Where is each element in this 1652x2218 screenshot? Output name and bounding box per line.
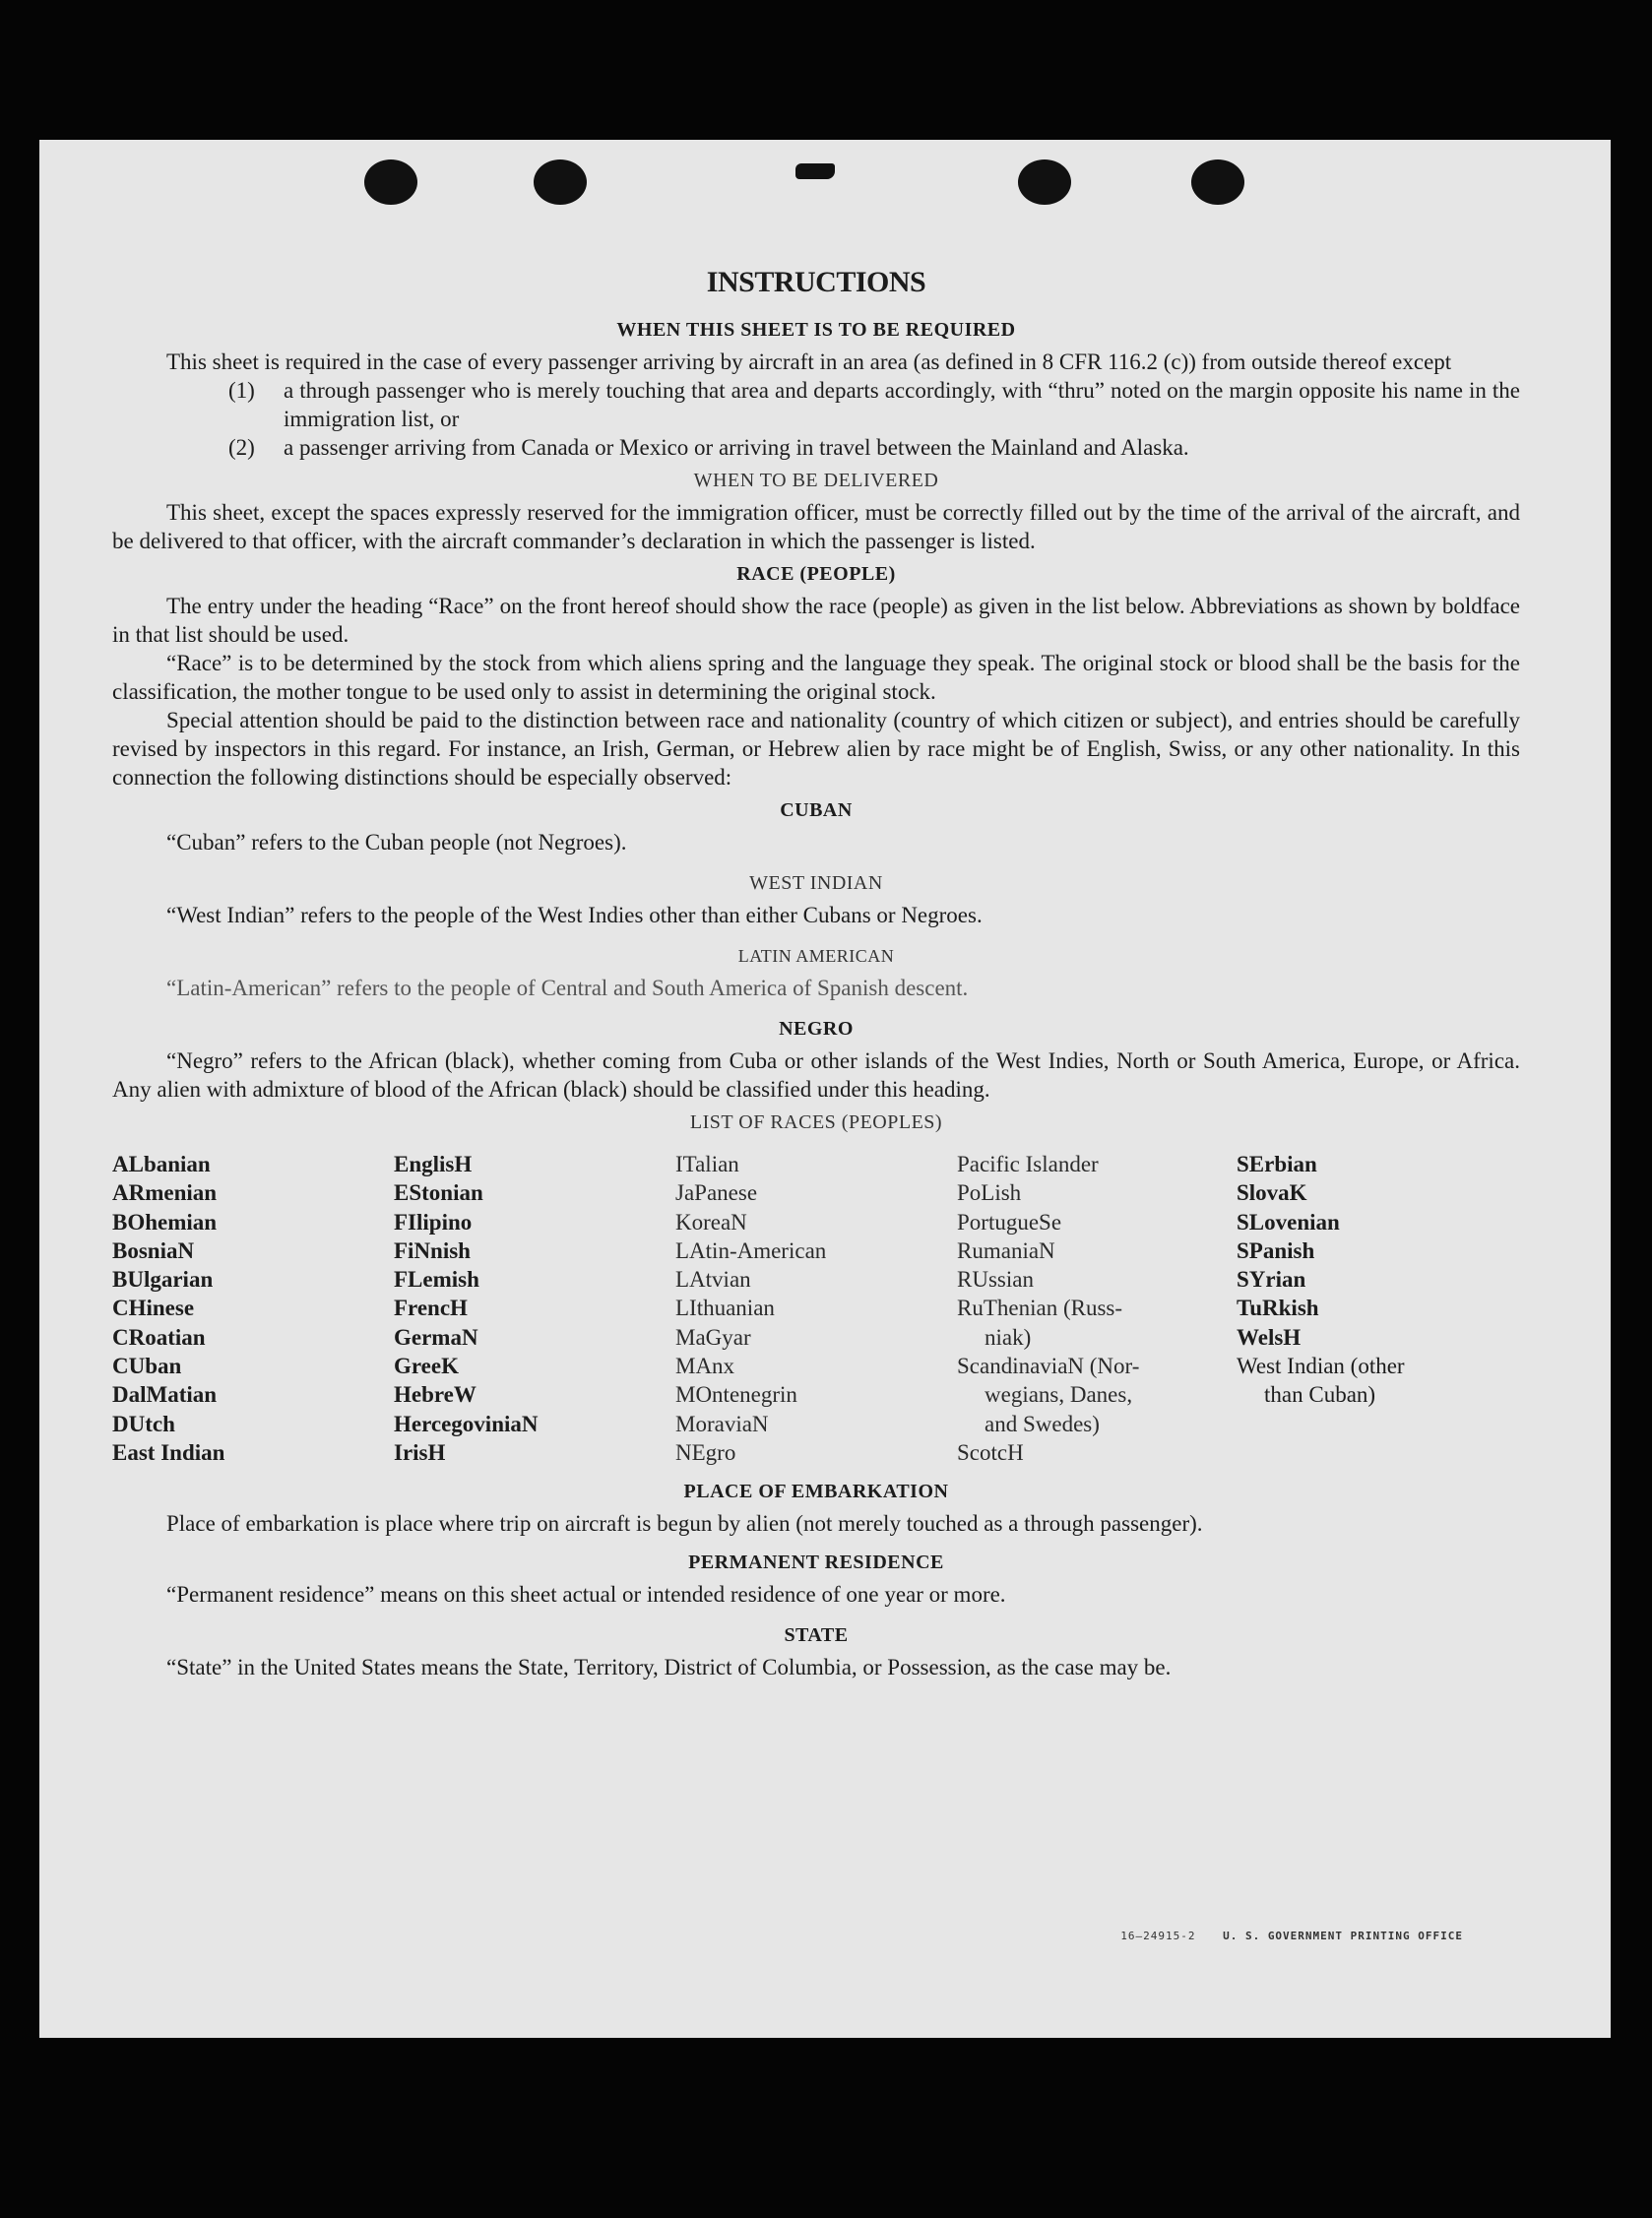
printer-imprint — [1120, 1930, 1463, 1942]
race-entry: SPanish — [1237, 1237, 1315, 1263]
race-entry: FiNnish — [394, 1237, 471, 1263]
intro-paragraph: This sheet is required in the case of every passenger arriving by aircraft in an area (as defined in 8 CFR 116.2 (c)) from outside thereof except — [166, 349, 1452, 374]
heading-permanent-residence: PERMANENT RESIDENCE — [688, 1552, 944, 1574]
printer-name: U. S. GOVERNMENT PRINTING OFFICE — [1223, 1930, 1463, 1942]
race-entry-continued: and Swedes) — [985, 1411, 1100, 1436]
heading-when-delivered: WHEN TO BE DELIVERED — [693, 470, 939, 491]
race-entry-continued: wegians, Danes, — [985, 1382, 1133, 1408]
heading-state: STATE — [784, 1624, 849, 1647]
heading-cuban: CUBAN — [780, 799, 853, 821]
heading-list-of-races: LIST OF RACES (PEOPLES) — [689, 1111, 943, 1133]
exception-clause-2 — [112, 433, 1520, 462]
race-entry: RumaniaN — [957, 1237, 1055, 1263]
race-entry: HercegoviniaN — [394, 1411, 539, 1436]
race-entry: DalMatian — [112, 1382, 218, 1408]
race-entry: WelsH — [1237, 1324, 1302, 1350]
heading-negro: NEGRO — [779, 1018, 854, 1040]
race-entry: PortugueSe — [957, 1209, 1062, 1235]
race-entry: CHinese — [112, 1296, 195, 1321]
race-entry: SErbian — [1237, 1152, 1317, 1176]
race-entry: ARmenian — [112, 1180, 218, 1206]
race-entry: CUban — [112, 1354, 182, 1379]
embarkation-definition: Place of embarkation is place where trip on aircraft is begun by alien (not merely touched as a through passenger). — [166, 1511, 1203, 1537]
residence-definition: “Permanent residence” means on this sheet actual or intended residence of one year or more. — [166, 1582, 1006, 1608]
document-sheet — [39, 140, 1611, 2038]
state-definition: “State” in the United States means the State, Territory, District of Columbia, or Possession, as the case may be. — [166, 1655, 1172, 1680]
race-entry: RUssian — [957, 1267, 1034, 1293]
punch-hole — [534, 159, 587, 205]
exception-clause-1 — [112, 376, 1520, 433]
race-paragraph-1: The entry under the heading “Race” on the front hereof should show the race (people) as given in the list below. Abbreviations as shown by boldface in that list should be used. — [112, 594, 1520, 647]
race-paragraph-2: “Race” is to be determined by the stock from which aliens spring and the language they speak. The original stock or blood shall be the basis for the classification, the mother tongue to be used only to assist in determining the original stock. — [112, 651, 1520, 704]
races-column-1 — [112, 1150, 394, 1467]
race-entry: ALbanian — [112, 1152, 211, 1176]
race-entry: KoreaN — [675, 1209, 747, 1235]
race-entry: FLemish — [394, 1267, 479, 1293]
instructions-content — [112, 266, 1520, 1681]
race-entry: GermaN — [394, 1324, 478, 1350]
race-entry: LAtin-American — [675, 1237, 827, 1263]
race-entry: PoLish — [957, 1180, 1022, 1206]
heading-embarkation: PLACE OF EMBARKATION — [683, 1481, 949, 1503]
race-entry: East Indian — [112, 1439, 225, 1465]
race-entry: SLovenian — [1237, 1209, 1340, 1235]
races-column-5 — [1237, 1150, 1518, 1467]
heading-race: RACE (PEOPLE) — [736, 563, 896, 585]
race-entry: MAnx — [675, 1354, 735, 1379]
race-entry: MOntenegrin — [675, 1382, 797, 1408]
heading-west-indian: WEST INDIAN — [749, 872, 883, 894]
race-entry: ITalian — [675, 1152, 739, 1176]
negro-definition: “Negro” refers to the African (black), whether coming from Cuba or other islands of the West Indies, North or South America, Europe, or Africa. Any alien with admixture of blood of the African (black) should be classified under this heading. — [112, 1048, 1520, 1102]
clause-text: a passenger arriving from Canada or Mexico or arriving in travel between the Mainland and Alaska. — [284, 435, 1189, 460]
races-column-4 — [957, 1150, 1237, 1467]
race-entry: MoraviaN — [675, 1411, 769, 1436]
race-entry: GreeK — [394, 1354, 459, 1379]
heading-latin-american: LATIN AMERICAN — [737, 946, 895, 966]
race-entry: EStonian — [394, 1180, 483, 1206]
race-entry: BOhemian — [112, 1209, 218, 1235]
race-entry: Pacific Islander — [957, 1152, 1099, 1176]
races-column-3 — [675, 1150, 957, 1467]
race-entry-continued: than Cuban) — [1264, 1382, 1376, 1408]
race-entry: NEgro — [675, 1439, 736, 1465]
races-column-2 — [394, 1150, 675, 1467]
cuban-definition: “Cuban” refers to the Cuban people (not Negroes). — [166, 830, 627, 855]
race-entry: IrisH — [394, 1439, 446, 1465]
race-entry: LIthuanian — [675, 1296, 775, 1321]
clause-text: a through passenger who is merely touching that area and departs accordingly, with “thru” noted on the margin opposite his name in the immigration list, or — [284, 378, 1520, 431]
race-entry: RuThenian (Russ- — [957, 1296, 1123, 1321]
race-entry: FIlipino — [394, 1209, 473, 1235]
clause-number: (2) — [228, 435, 255, 460]
race-entry: MaGyar — [675, 1324, 751, 1350]
race-entry: SYrian — [1237, 1267, 1306, 1293]
delivered-paragraph: This sheet, except the spaces expressly reserved for the immigration officer, must be correctly filled out by the time of the arrival of the aircraft, and be delivered to that officer, with the aircraft commander’s declaration in which the passenger is listed. — [112, 500, 1520, 553]
race-entry: EnglisH — [394, 1152, 473, 1176]
race-entry: BUlgarian — [112, 1267, 214, 1293]
race-entry: FrencH — [394, 1296, 468, 1321]
race-entry: ScotcH — [957, 1439, 1024, 1465]
races-list — [112, 1150, 1520, 1467]
clause-number: (1) — [228, 378, 255, 403]
race-entry: CRoatian — [112, 1324, 206, 1350]
punch-hole — [1191, 159, 1244, 205]
race-entry: TuRkish — [1237, 1296, 1319, 1321]
punch-hole — [1018, 159, 1071, 205]
race-entry: HebreW — [394, 1382, 477, 1408]
race-entry: West Indian (other — [1237, 1354, 1405, 1379]
latin-american-definition: “Latin-American” refers to the people of Central and South America of Spanish descent. — [166, 976, 969, 1000]
punch-hole — [364, 159, 417, 205]
race-entry: BosniaN — [112, 1237, 195, 1263]
page-title: INSTRUCTIONS — [706, 266, 926, 298]
race-paragraph-3: Special attention should be paid to the distinction between race and nationality (country of which citizen or subject), and entries should be carefully revised by inspectors in this regard. For instance, an Irish, German, or Hebrew alien by race might be of English, Swiss, or any other nationality. In this connection the following distinctions should be especially observed: — [112, 708, 1520, 790]
form-number: 16—24915-2 — [1120, 1930, 1196, 1942]
race-entry-continued: niak) — [985, 1324, 1032, 1350]
west-indian-definition: “West Indian” refers to the people of the West Indies other than either Cubans or Negroes. — [166, 903, 983, 927]
heading-when-required: WHEN THIS SHEET IS TO BE REQUIRED — [616, 319, 1016, 341]
race-entry: DUtch — [112, 1411, 175, 1436]
race-entry: SlovaK — [1237, 1180, 1307, 1206]
race-entry: JaPanese — [675, 1180, 758, 1206]
binding-tab — [795, 163, 835, 179]
race-entry: ScandinaviaN (Nor- — [957, 1354, 1140, 1379]
race-entry: LAtvian — [675, 1267, 751, 1293]
